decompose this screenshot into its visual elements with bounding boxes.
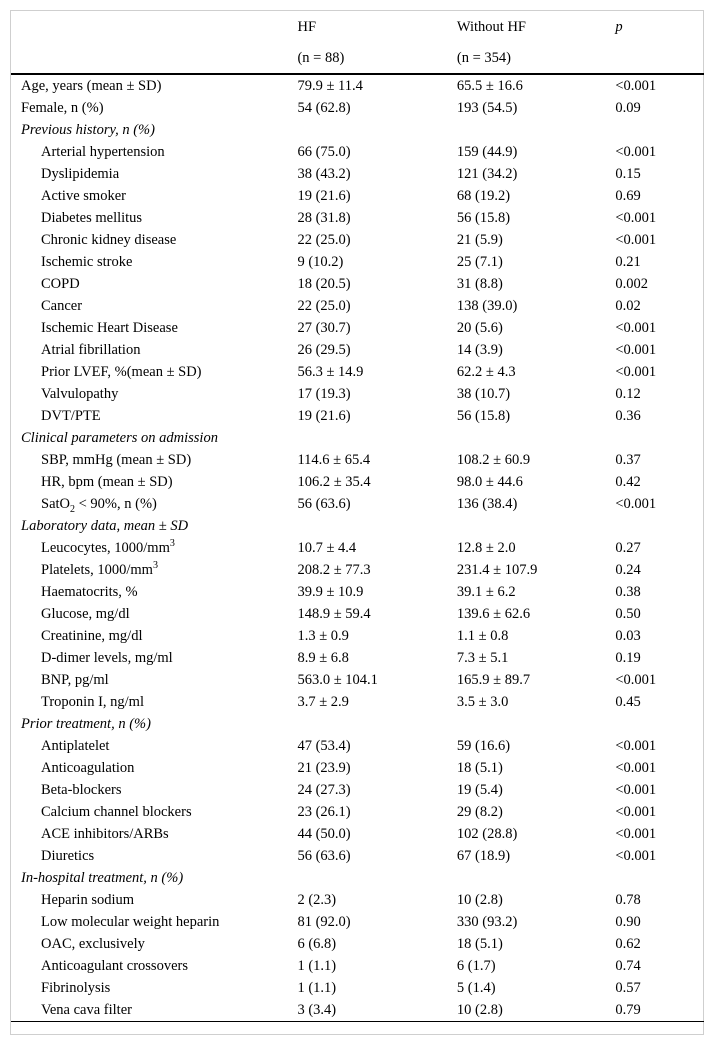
p-value: <0.001 xyxy=(615,826,657,842)
p-value: 0.36 xyxy=(615,408,641,424)
row-label xyxy=(11,735,297,757)
p-value: 0.15 xyxy=(615,166,641,182)
row-label-text: Female, n (%) xyxy=(21,100,104,116)
row-label-text: COPD xyxy=(41,276,80,292)
without-hf-value: 56 (15.8) xyxy=(456,210,511,226)
row-label xyxy=(11,955,297,977)
row-label xyxy=(11,185,297,207)
hf-value: 56 (63.6) xyxy=(297,496,351,512)
row-label xyxy=(11,889,297,911)
row-label xyxy=(11,339,297,361)
header-p-empty xyxy=(615,43,704,74)
hf-value: 22 (25.0) xyxy=(297,232,351,248)
row-label xyxy=(11,119,297,141)
hf-value: 56.3 ± 14.9 xyxy=(297,364,364,380)
section-row xyxy=(11,515,704,537)
row-label xyxy=(11,581,297,603)
hf-value: 10.7 ± 4.4 xyxy=(297,540,357,556)
p-value: 0.90 xyxy=(615,914,641,930)
row-label-text: Prior LVEF, %(mean ± SD) xyxy=(41,364,202,380)
table-row xyxy=(11,933,704,955)
row-label-text: SatO xyxy=(41,496,70,512)
without-hf-value xyxy=(457,515,615,537)
baseline-characteristics-table xyxy=(11,11,704,1022)
row-label xyxy=(11,977,297,999)
p-value: <0.001 xyxy=(615,232,657,248)
table-row xyxy=(11,845,704,867)
hf-value: 563.0 ± 104.1 xyxy=(297,672,378,688)
hf-value: 1 (1.1) xyxy=(297,980,337,996)
p-value: <0.001 xyxy=(615,496,657,512)
hf-value: 22 (25.0) xyxy=(297,298,351,314)
section-row xyxy=(11,867,704,889)
table-row xyxy=(11,207,704,229)
hf-value: 19 (21.6) xyxy=(297,408,351,424)
p-value xyxy=(615,867,704,889)
table-row xyxy=(11,141,704,163)
row-label-text: Dyslipidemia xyxy=(41,166,120,182)
hf-value: 9 (10.2) xyxy=(297,254,344,270)
without-hf-value: 20 (5.6) xyxy=(456,320,503,336)
table-row xyxy=(11,889,704,911)
table-row xyxy=(11,691,704,713)
header-label-cell xyxy=(11,11,297,43)
row-label xyxy=(11,427,297,449)
row-label-text: Vena cava filter xyxy=(41,1002,132,1018)
row-label xyxy=(11,251,297,273)
row-label-text: Age, years (mean ± SD) xyxy=(21,78,162,94)
hf-value: 44 (50.0) xyxy=(297,826,351,842)
hf-value: 79.9 ± 11.4 xyxy=(297,78,363,94)
row-label xyxy=(11,647,297,669)
row-label-text: Atrial fibrillation xyxy=(41,342,141,358)
table-row xyxy=(11,559,704,581)
p-value: <0.001 xyxy=(615,804,657,820)
p-value: 0.62 xyxy=(615,936,641,952)
p-value: 0.24 xyxy=(615,562,641,578)
row-label-text: Heparin sodium xyxy=(41,892,135,908)
without-hf-value: 98.0 ± 44.6 xyxy=(456,474,523,490)
row-label-text: Fibrinolysis xyxy=(41,980,111,996)
row-label xyxy=(11,471,297,493)
hf-value xyxy=(297,119,456,141)
p-value xyxy=(615,713,704,735)
header-hf-n: (n = 88) xyxy=(297,43,456,74)
p-value: 0.27 xyxy=(615,540,641,556)
row-label xyxy=(11,823,297,845)
row-label-text: Diabetes mellitus xyxy=(41,210,143,226)
without-hf-value: 330 (93.2) xyxy=(456,914,518,930)
hf-value: 81 (92.0) xyxy=(297,914,351,930)
table-row xyxy=(11,229,704,251)
without-hf-value: 56 (15.8) xyxy=(456,408,511,424)
table-row xyxy=(11,581,704,603)
row-label-text: Platelets, 1000/mm xyxy=(41,562,153,578)
p-value: <0.001 xyxy=(615,342,657,358)
row-label-text: Previous history, n (%) xyxy=(21,122,155,138)
row-label-text: Laboratory data, mean ± SD xyxy=(21,518,189,534)
hf-value: 3.7 ± 2.9 xyxy=(297,694,349,710)
without-hf-value: 3.5 ± 3.0 xyxy=(456,694,509,710)
without-hf-value xyxy=(457,713,615,735)
without-hf-value: 29 (8.2) xyxy=(456,804,503,820)
row-label xyxy=(11,779,297,801)
row-label-text: Clinical parameters on admission xyxy=(21,430,218,446)
table-row xyxy=(11,74,704,97)
p-value: 0.09 xyxy=(615,100,641,116)
without-hf-value: 19 (5.4) xyxy=(456,782,503,798)
row-label xyxy=(11,97,297,119)
section-row xyxy=(11,713,704,735)
table-row xyxy=(11,779,704,801)
row-label-text: Glucose, mg/dl xyxy=(41,606,130,622)
row-label xyxy=(11,361,297,383)
row-label xyxy=(11,867,297,889)
row-label xyxy=(11,74,297,97)
without-hf-value: 136 (38.4) xyxy=(456,496,518,512)
table-row xyxy=(11,625,704,647)
without-hf-value: 39.1 ± 6.2 xyxy=(456,584,516,600)
table-row xyxy=(11,383,704,405)
table-row xyxy=(11,295,704,317)
p-value: <0.001 xyxy=(615,848,657,864)
header-row xyxy=(11,11,704,43)
without-hf-value: 139.6 ± 62.6 xyxy=(456,606,531,622)
p-value: <0.001 xyxy=(615,672,657,688)
hf-value: 208.2 ± 77.3 xyxy=(297,562,371,578)
row-label xyxy=(11,845,297,867)
hf-value: 28 (31.8) xyxy=(297,210,351,226)
row-label xyxy=(11,801,297,823)
row-label-text: BNP, pg/ml xyxy=(41,672,109,688)
without-hf-value: 18 (5.1) xyxy=(456,760,503,776)
row-label-text: Beta-blockers xyxy=(41,782,122,798)
row-label-text: Valvulopathy xyxy=(41,386,119,402)
hf-value: 27 (30.7) xyxy=(297,320,351,336)
hf-value: 106.2 ± 35.4 xyxy=(297,474,371,490)
p-value: 0.21 xyxy=(615,254,641,270)
without-hf-value xyxy=(457,427,615,449)
hf-value: 54 (62.8) xyxy=(297,100,351,116)
row-label-text: DVT/PTE xyxy=(41,408,101,424)
table-row xyxy=(11,977,704,999)
table-row xyxy=(11,163,704,185)
hf-value: 47 (53.4) xyxy=(297,738,351,754)
table-row xyxy=(11,251,704,273)
row-label xyxy=(11,383,297,405)
row-label-text: Ischemic Heart Disease xyxy=(41,320,178,336)
row-label-subscript: 2 xyxy=(70,503,75,515)
without-hf-value: 62.2 ± 4.3 xyxy=(456,364,516,380)
without-hf-value: 59 (16.6) xyxy=(456,738,511,754)
row-label xyxy=(11,295,297,317)
without-hf-value: 10 (2.8) xyxy=(456,892,503,908)
header-without-hf-n: (n = 354) xyxy=(457,43,615,74)
hf-value: 6 (6.8) xyxy=(297,936,337,952)
p-value: 0.42 xyxy=(615,474,641,490)
p-value: 0.19 xyxy=(615,650,641,666)
hf-value: 3 (3.4) xyxy=(297,999,456,1022)
row-label-text: Arterial hypertension xyxy=(41,144,165,160)
table-row xyxy=(11,955,704,977)
p-value: 0.45 xyxy=(615,694,641,710)
row-label xyxy=(11,669,297,691)
hf-value xyxy=(297,713,456,735)
row-label-superscript: 3 xyxy=(152,560,158,572)
p-value: 0.37 xyxy=(615,452,641,468)
without-hf-value: 6 (1.7) xyxy=(456,958,496,974)
table-header xyxy=(11,11,704,74)
hf-value xyxy=(297,427,456,449)
row-label-superscript: 3 xyxy=(169,538,175,550)
row-label xyxy=(11,757,297,779)
table-row xyxy=(11,361,704,383)
hf-value: 19 (21.6) xyxy=(297,188,351,204)
p-value: <0.001 xyxy=(615,78,657,94)
header-n-row xyxy=(11,43,704,74)
p-value: 0.38 xyxy=(615,584,641,600)
hf-value: 24 (27.3) xyxy=(297,782,351,798)
without-hf-value: 68 (19.2) xyxy=(456,188,511,204)
without-hf-value: 165.9 ± 89.7 xyxy=(456,672,531,688)
row-label xyxy=(11,515,297,537)
hf-value xyxy=(297,515,456,537)
row-label xyxy=(11,537,297,559)
row-label-text: In-hospital treatment, n (%) xyxy=(21,870,184,886)
without-hf-value: 67 (18.9) xyxy=(456,848,511,864)
hf-value: 23 (26.1) xyxy=(297,804,351,820)
hf-value: 56 (63.6) xyxy=(297,848,351,864)
row-label-text: OAC, exclusively xyxy=(41,936,145,952)
table-row xyxy=(11,273,704,295)
without-hf-value: 31 (8.8) xyxy=(456,276,503,292)
header-without-hf: Without HF xyxy=(456,19,526,35)
row-label xyxy=(11,911,297,933)
row-label-text: Ischemic stroke xyxy=(41,254,133,270)
header-label-cell xyxy=(11,43,297,74)
p-value: 0.03 xyxy=(615,628,641,644)
header-hf: HF xyxy=(297,19,317,35)
row-label-text: Troponin I, ng/ml xyxy=(41,694,144,710)
without-hf-value: 65.5 ± 16.6 xyxy=(456,78,523,94)
row-label xyxy=(11,559,297,581)
table-row xyxy=(11,735,704,757)
row-label-text: Cancer xyxy=(41,298,83,314)
hf-value: 1.3 ± 0.9 xyxy=(297,628,349,644)
without-hf-value: 21 (5.9) xyxy=(456,232,503,248)
row-label xyxy=(11,625,297,647)
without-hf-value: 7.3 ± 5.1 xyxy=(456,650,509,666)
without-hf-value: 12.8 ± 2.0 xyxy=(456,540,516,556)
row-label-text: Leucocytes, 1000/mm xyxy=(41,540,170,556)
row-label xyxy=(11,229,297,251)
row-label xyxy=(11,405,297,427)
p-value: <0.001 xyxy=(615,320,657,336)
p-value: 0.57 xyxy=(615,980,641,996)
hf-value: 2 (2.3) xyxy=(297,892,337,908)
hf-value: 8.9 ± 6.8 xyxy=(297,650,349,666)
row-label-tail: < 90%, n (%) xyxy=(75,496,157,512)
table-row xyxy=(11,493,704,515)
row-label-text: Haematocrits, % xyxy=(41,584,138,600)
p-value: 0.002 xyxy=(615,276,648,292)
table-row xyxy=(11,317,704,339)
without-hf-value: 25 (7.1) xyxy=(456,254,503,270)
section-row xyxy=(11,427,704,449)
without-hf-value: 121 (34.2) xyxy=(456,166,518,182)
p-value xyxy=(615,427,704,449)
hf-value: 39.9 ± 10.9 xyxy=(297,584,364,600)
row-label xyxy=(11,317,297,339)
row-label xyxy=(11,713,297,735)
p-value xyxy=(615,515,704,537)
p-value: 0.74 xyxy=(615,958,641,974)
row-label-text: SBP, mmHg (mean ± SD) xyxy=(41,452,192,468)
row-label-text: Antiplatelet xyxy=(41,738,110,754)
without-hf-value: 231.4 ± 107.9 xyxy=(456,562,538,578)
header-p-value: p xyxy=(615,19,623,35)
row-label xyxy=(11,273,297,295)
section-row xyxy=(11,119,704,141)
hf-value: 66 (75.0) xyxy=(297,144,351,160)
row-label-text: Active smoker xyxy=(41,188,126,204)
row-label-text: Chronic kidney disease xyxy=(41,232,177,248)
without-hf-value: 5 (1.4) xyxy=(456,980,496,996)
p-value: <0.001 xyxy=(615,210,657,226)
table-body xyxy=(11,74,704,1022)
table-row xyxy=(11,669,704,691)
without-hf-value xyxy=(457,867,615,889)
hf-value xyxy=(297,867,456,889)
p-value: 0.69 xyxy=(615,188,641,204)
p-value: 0.02 xyxy=(615,298,641,314)
table-row xyxy=(11,185,704,207)
without-hf-value: 193 (54.5) xyxy=(456,100,518,116)
row-label-text: HR, bpm (mean ± SD) xyxy=(41,474,173,490)
p-value: <0.001 xyxy=(615,144,657,160)
row-label xyxy=(11,933,297,955)
p-value: 0.50 xyxy=(615,606,641,622)
without-hf-value: 138 (39.0) xyxy=(456,298,518,314)
row-label-text: Creatinine, mg/dl xyxy=(41,628,143,644)
p-value: 0.78 xyxy=(615,892,641,908)
row-label-text: ACE inhibitors/ARBs xyxy=(41,826,169,842)
without-hf-value: 102 (28.8) xyxy=(456,826,518,842)
row-label-text: Prior treatment, n (%) xyxy=(21,716,151,732)
table-row xyxy=(11,449,704,471)
row-label-text: Low molecular weight heparin xyxy=(41,914,220,930)
p-value: 0.79 xyxy=(615,999,704,1022)
hf-value: 114.6 ± 65.4 xyxy=(297,452,371,468)
row-label xyxy=(11,449,297,471)
without-hf-value: 159 (44.9) xyxy=(456,144,518,160)
table-row xyxy=(11,823,704,845)
hf-value: 1 (1.1) xyxy=(297,958,337,974)
row-label-text: Calcium channel blockers xyxy=(41,804,192,820)
without-hf-value: 14 (3.9) xyxy=(456,342,503,358)
row-label-text: Anticoagulant crossovers xyxy=(41,958,188,974)
p-value: <0.001 xyxy=(615,364,657,380)
hf-value: 21 (23.9) xyxy=(297,760,351,776)
row-label xyxy=(11,163,297,185)
row-label-text: Diuretics xyxy=(41,848,95,864)
hf-value: 26 (29.5) xyxy=(297,342,351,358)
p-value xyxy=(615,119,704,141)
hf-value: 148.9 ± 59.4 xyxy=(297,606,371,622)
table-row xyxy=(11,339,704,361)
table-row xyxy=(11,999,704,1022)
without-hf-value: 38 (10.7) xyxy=(456,386,511,402)
p-value: <0.001 xyxy=(615,738,657,754)
table-row xyxy=(11,801,704,823)
p-value: <0.001 xyxy=(615,760,657,776)
row-label xyxy=(11,207,297,229)
without-hf-value: 108.2 ± 60.9 xyxy=(456,452,531,468)
row-label xyxy=(11,493,297,515)
without-hf-value xyxy=(457,119,615,141)
row-label-text: Anticoagulation xyxy=(41,760,135,776)
p-value: 0.12 xyxy=(615,386,641,402)
p-value: <0.001 xyxy=(615,782,657,798)
hf-value: 38 (43.2) xyxy=(297,166,351,182)
table-row xyxy=(11,537,704,559)
table-row xyxy=(11,911,704,933)
table-row xyxy=(11,405,704,427)
row-label xyxy=(11,603,297,625)
row-label xyxy=(11,999,297,1022)
without-hf-value: 18 (5.1) xyxy=(456,936,503,952)
row-label xyxy=(11,691,297,713)
table-row xyxy=(11,603,704,625)
row-label-text: D-dimer levels, mg/ml xyxy=(41,650,173,666)
table-row xyxy=(11,647,704,669)
table-row xyxy=(11,471,704,493)
row-label xyxy=(11,141,297,163)
hf-value: 17 (19.3) xyxy=(297,386,351,402)
table-row xyxy=(11,97,704,119)
without-hf-value: 10 (2.8) xyxy=(457,999,615,1022)
hf-value: 18 (20.5) xyxy=(297,276,351,292)
table-row xyxy=(11,757,704,779)
without-hf-value: 1.1 ± 0.8 xyxy=(456,628,509,644)
